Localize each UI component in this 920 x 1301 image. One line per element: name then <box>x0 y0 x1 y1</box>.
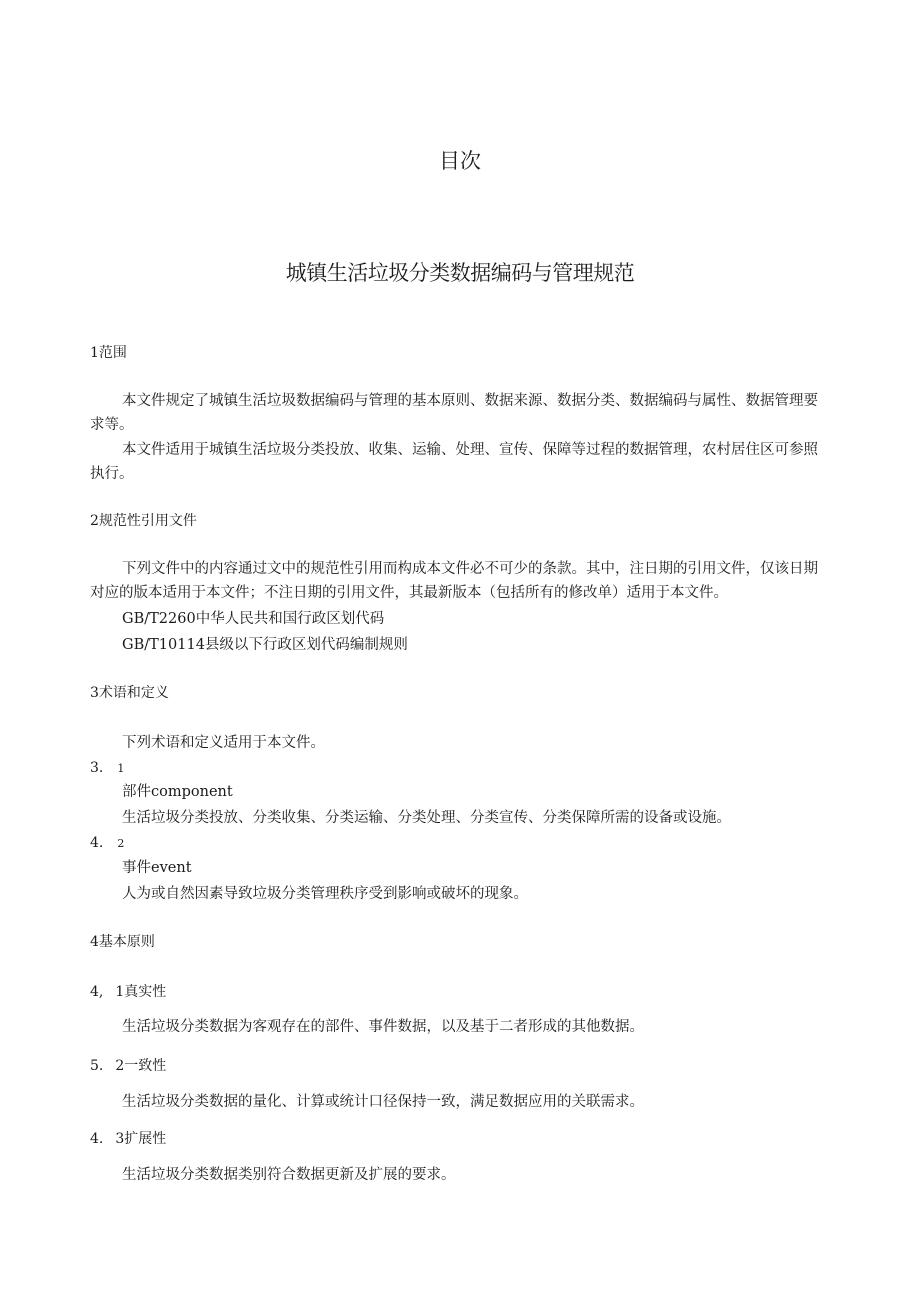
term-2-number <box>90 833 124 854</box>
term-2-number-main: 4. <box>90 835 104 851</box>
section-4-heading: 4基本原则 <box>90 934 155 950</box>
term-1-number <box>90 758 124 779</box>
subsection-4-1-text: 生活垃圾分类数据为客观存在的部件、事件数据，以及基于二者形成的其他数据。 <box>122 1019 644 1035</box>
document-title: 城镇生活垃圾分类数据编码与管理规范 <box>285 261 635 285</box>
subsection-4-3-heading <box>90 1129 166 1149</box>
subsection-4-3-number: 4. <box>90 1131 104 1147</box>
section-3-intro: 下列术语和定义适用于本文件。 <box>122 735 325 751</box>
term-2-definition: 人为或自然因素导致垃圾分类管理秩序受到影响或破坏的现象。 <box>122 886 528 902</box>
subsection-4-3-title: 3扩展性 <box>115 1131 167 1147</box>
term-1-number-main: 3. <box>90 760 104 776</box>
subsection-4-1-heading <box>90 982 166 1002</box>
term-1-name: 部件component <box>122 784 233 800</box>
subsection-4-3-text: 生活垃圾分类数据类别符合数据更新及扩展的要求。 <box>122 1167 456 1183</box>
subsection-4-1-number: 4, <box>90 984 104 1000</box>
reference-item-1: GB/T2260中华人民共和国行政区划代码 <box>122 611 385 627</box>
term-2-name: 事件event <box>122 860 192 876</box>
reference-item-2: GB/T10114县级以下行政区划代码编制规则 <box>122 637 408 653</box>
subsection-4-2-heading <box>90 1056 166 1076</box>
section-3-heading: 3术语和定义 <box>90 685 169 701</box>
section-2-heading: 2规范性引用文件 <box>90 513 197 529</box>
term-2-number-sub: 2 <box>117 837 125 850</box>
subsection-4-1-title: 1真实性 <box>115 984 167 1000</box>
section-2-paragraph-1: 下列文件中的内容通过文中的规范性引用而构成本文件必不可少的条款。其中，注日期的引用文件，仅该日期对应的版本适用于本文件；不注日期的引用文件，其最新版本（包括所有的修改单）适用于本文件。 <box>90 561 818 601</box>
term-1-definition: 生活垃圾分类投放、分类收集、分类运输、分类处理、分类宣传、分类保障所需的设备或设施。 <box>122 810 731 826</box>
subsection-4-2-title: 2一致性 <box>115 1058 167 1074</box>
subsection-4-2-number: 5. <box>90 1058 104 1074</box>
term-1-number-sub: 1 <box>117 762 125 775</box>
subsection-4-2-text: 生活垃圾分类数据的量化、计算或统计口径保持一致，满足数据应用的关联需求。 <box>122 1094 644 1110</box>
section-1-paragraph-2: 本文件适用于城镇生活垃圾分类投放、收集、运输、处理、宣传、保障等过程的数据管理，农村居住区可参照执行。 <box>90 442 818 482</box>
toc-title: 目次 <box>439 149 481 173</box>
section-1-paragraph-1: 本文件规定了城镇生活垃圾数据编码与管理的基本原则、数据来源、数据分类、数据编码与属性、数据管理要求等。 <box>90 393 818 433</box>
section-1-heading: 1范围 <box>90 345 127 361</box>
